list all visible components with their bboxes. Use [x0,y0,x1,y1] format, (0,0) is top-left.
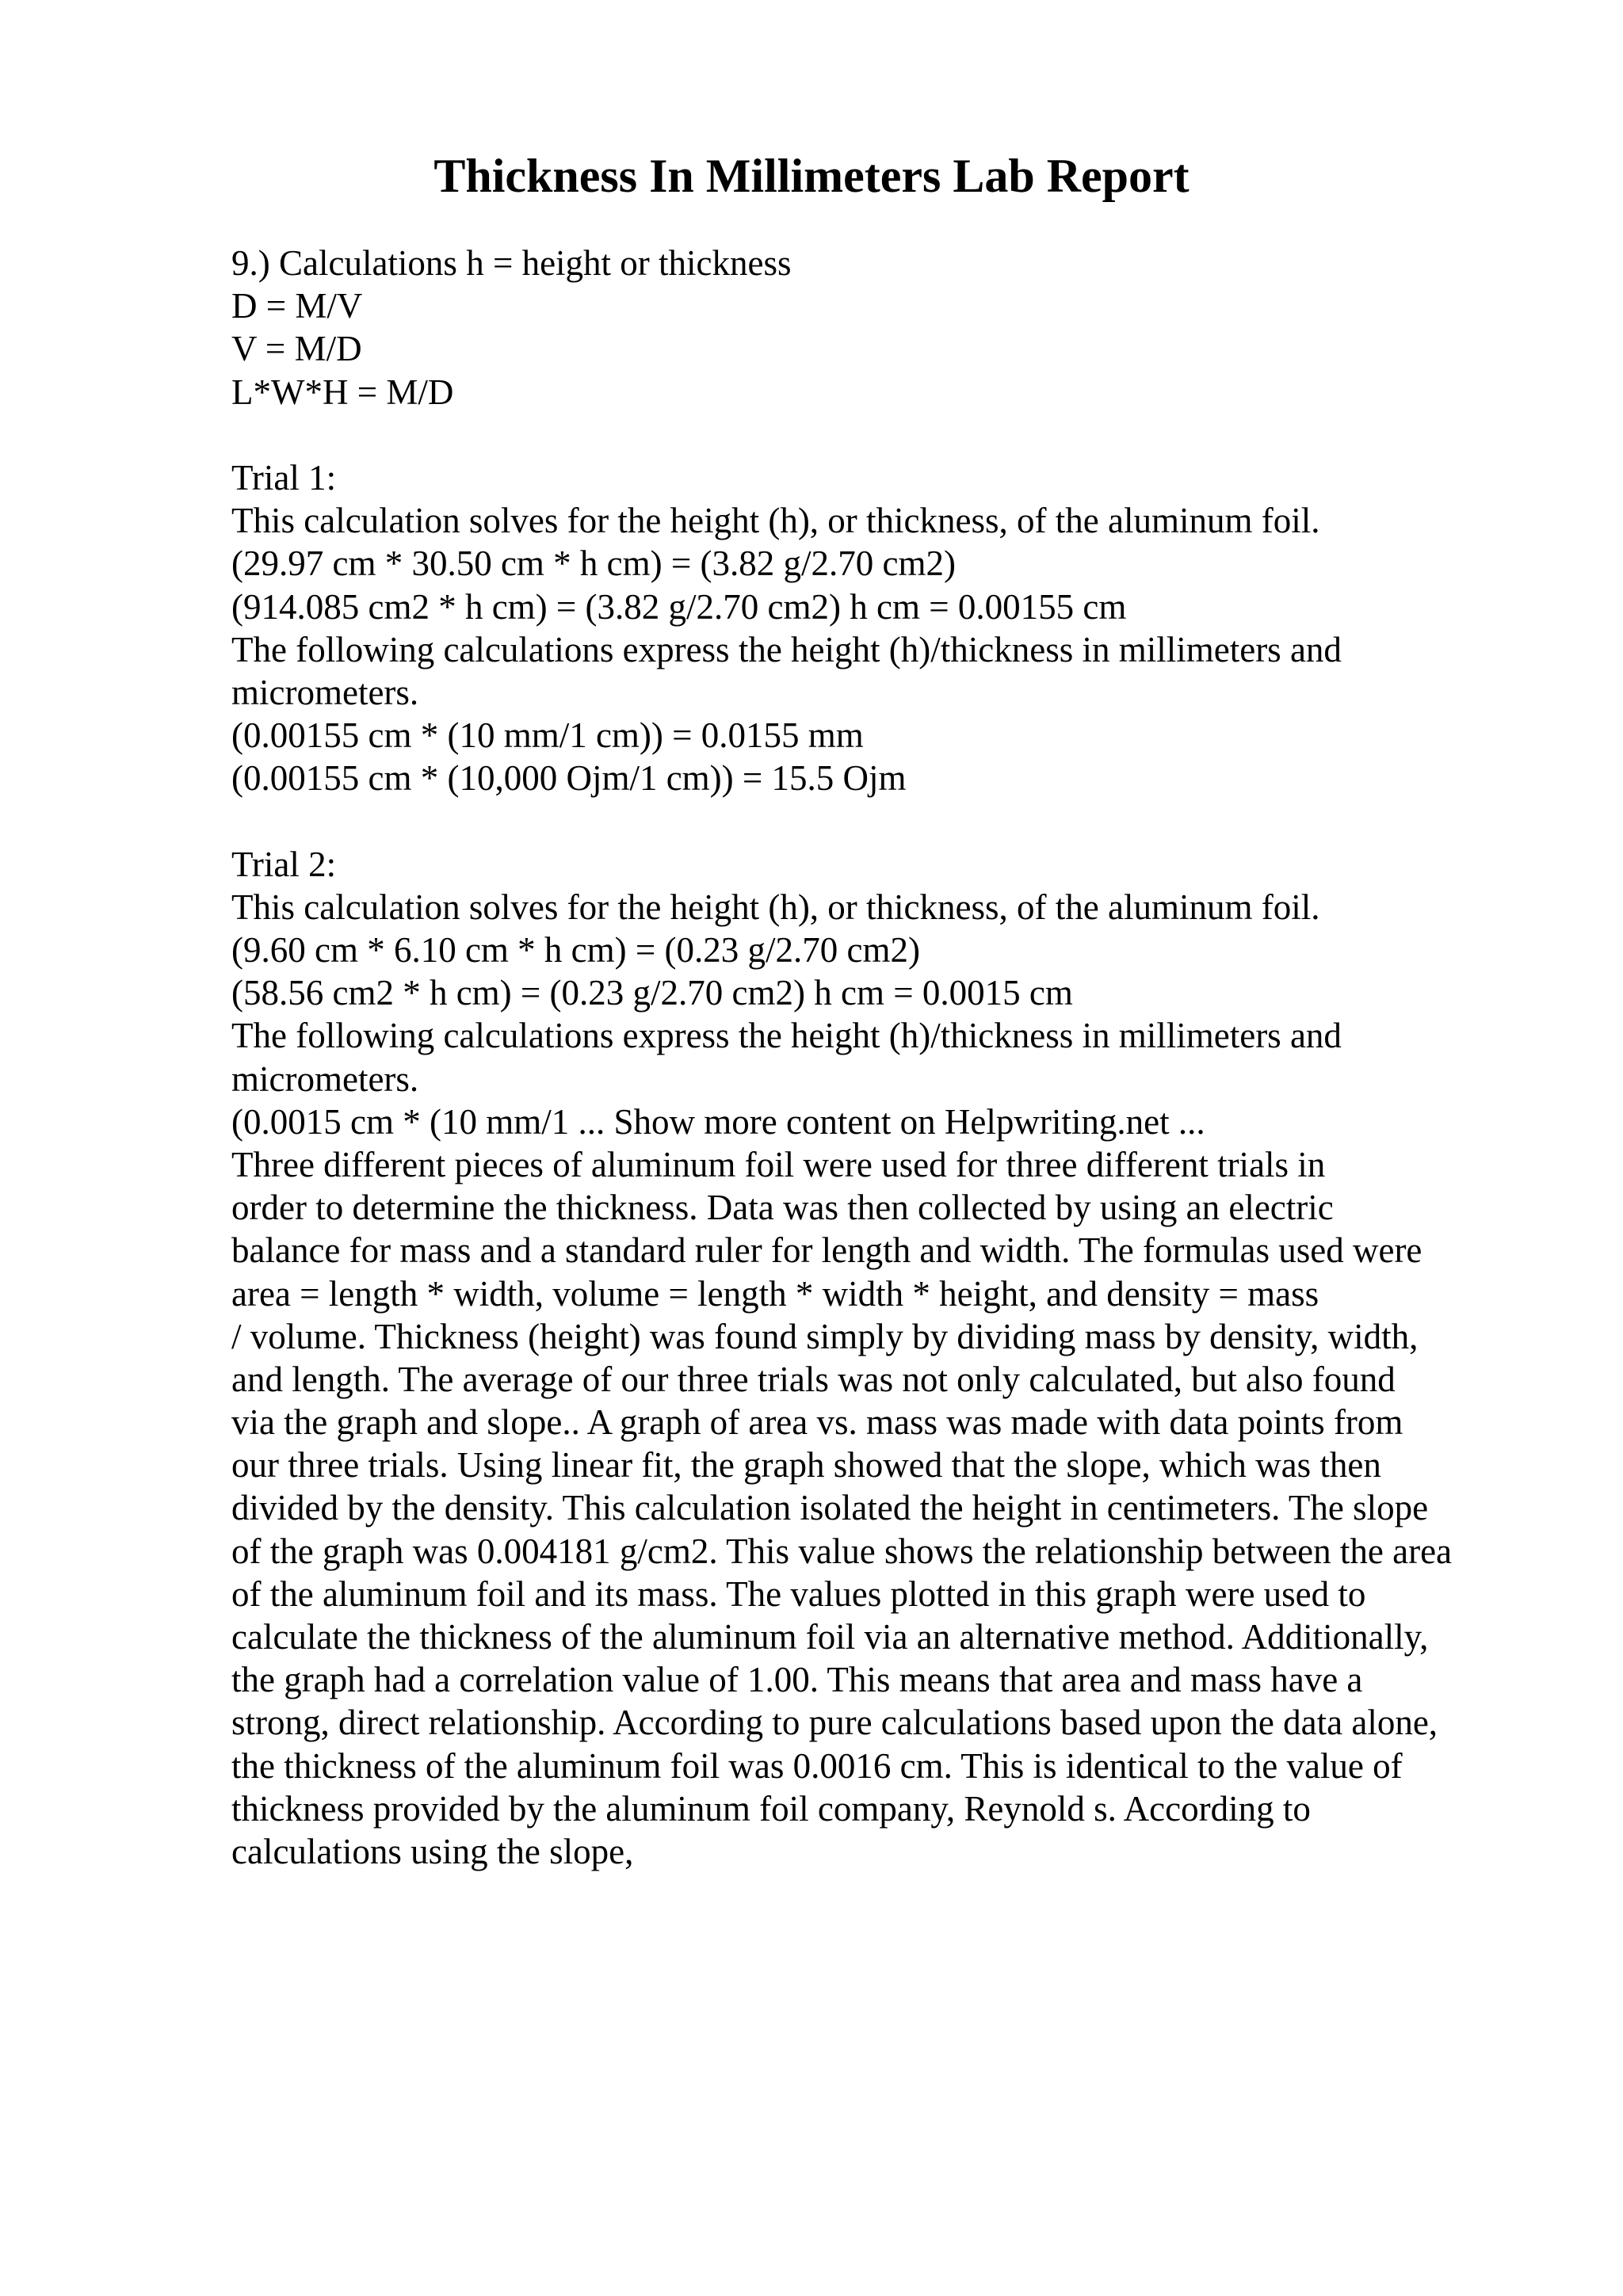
paragraph-line: Three different pieces of aluminum foil were used for three different trials in [231,1144,1326,1184]
paragraph-line: of the graph was 0.004181 g/cm2. This value shows the relationship between the area [231,1531,1453,1571]
paragraph-line: thickness provided by the aluminum foil company, Reynold s. According to [231,1788,1311,1829]
trial-1-line: (29.97 cm * 30.50 cm * h cm) = (3.82 g/2.70 cm2) [231,543,956,584]
trial-2-truncated-line: (0.0015 cm * (10 mm/1 ... Show more content on Helpwriting.net ... [231,1101,1205,1142]
trial-2-line: micrometers. [231,1058,419,1099]
paragraph-line: and length. The average of our three trials was not only calculated, but also found [231,1359,1396,1399]
paragraph-line: strong, direct relationship. According to pure calculations based upon the data alone, [231,1703,1438,1743]
paragraph-line: divided by the density. This calculation isolated the height in centimeters. The slope [231,1488,1429,1528]
calculations-block [231,242,1594,414]
paragraph-line: of the aluminum foil and its mass. The values plotted in this graph were used to [231,1573,1366,1614]
paragraph-line: our three trials. Using linear fit, the graph showed that the slope, which was then [231,1445,1381,1486]
paragraph-line: calculate the thickness of the aluminum foil via an alternative method. Additionally, [231,1617,1429,1657]
trial-1-line: (0.00155 cm * (10,000 Ojm/1 cm)) = 15.5 Ojm [231,758,907,799]
discussion-paragraph [231,1143,1594,1873]
spacer [231,799,1594,842]
calc-line: 9.) Calculations h = height or thickness [231,243,792,283]
trial-2-line: The following calculations express the height (h)/thickness in millimeters and [231,1016,1342,1056]
trial-2-line: (58.56 cm2 * h cm) = (0.23 g/2.70 cm2) h cm = 0.0015 cm [231,973,1073,1013]
trial-1-line: (0.00155 cm * (10 mm/1 cm)) = 0.0155 mm [231,715,864,756]
calc-line: D = M/V [231,286,363,326]
trial-1-block [231,456,1594,800]
paragraph-line: area = length * width, volume = length * width * height, and density = mass [231,1273,1319,1314]
trial-1-line: The following calculations express the height (h)/thickness in millimeters and [231,629,1342,669]
trial-2-block [231,843,1594,1143]
calc-line: L*W*H = M/D [231,372,454,412]
trial-2-line: This calculation solves for the height (h), or thickness, of the aluminum foil. [231,887,1320,927]
paragraph-line: the thickness of the aluminum foil was 0.0016 cm. This is identical to the value of [231,1745,1403,1786]
paragraph-line: order to determine the thickness. Data was then collected by using an electric [231,1188,1334,1228]
paragraph-line: balance for mass and a standard ruler for length and width. The formulas used were [231,1230,1423,1271]
paragraph-line: / volume. Thickness (height) was found simply by dividing mass by density, width, [231,1316,1419,1356]
trial-1-heading: Trial 1: [231,457,337,498]
trial-1-line: (914.085 cm2 * h cm) = (3.82 g/2.70 cm2) h cm = 0.00155 cm [231,586,1127,627]
trial-2-heading: Trial 2: [231,844,337,884]
document-body [231,242,1594,1873]
spacer [231,414,1594,456]
trial-1-line: This calculation solves for the height (h), or thickness, of the aluminum foil. [231,501,1320,541]
trial-2-line: (9.60 cm * 6.10 cm * h cm) = (0.23 g/2.70 cm2) [231,930,920,970]
trial-1-line: micrometers. [231,672,419,712]
calc-line: V = M/D [231,329,362,369]
paragraph-line: via the graph and slope.. A graph of area vs. mass was made with data points from [231,1402,1403,1443]
paragraph-line: calculations using the slope, [231,1831,634,1871]
page-title: Thickness In Millimeters Lab Report [433,150,1190,202]
paragraph-line: the graph had a correlation value of 1.00. This means that area and mass have a [231,1660,1363,1700]
